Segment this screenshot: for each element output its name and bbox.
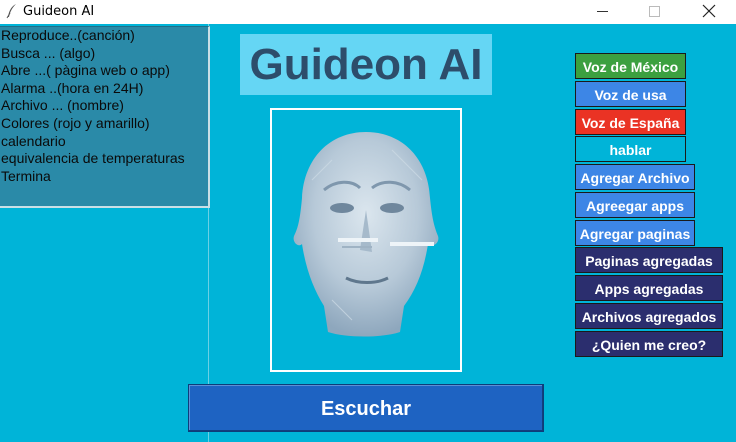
app-title: Guideon AI xyxy=(240,34,492,95)
agregar-paginas-button[interactable]: Agregar paginas xyxy=(575,220,695,246)
agregar-apps-button[interactable]: Agreegar apps xyxy=(575,192,695,218)
archivos-agregados-button[interactable]: Archivos agregados xyxy=(575,303,723,329)
close-icon[interactable] xyxy=(686,0,732,24)
minimize-icon[interactable] xyxy=(580,0,626,24)
title-bar xyxy=(0,0,736,24)
commands-panel xyxy=(0,26,210,208)
voz-mexico-button[interactable]: Voz de México xyxy=(575,53,686,79)
feather-icon xyxy=(6,3,18,19)
command-item: Colores (rojo y amarillo) xyxy=(1,114,150,131)
head-avatar-icon xyxy=(272,110,460,370)
command-item: Alarma ..(hora en 24H) xyxy=(1,79,144,96)
commands-list xyxy=(1,27,185,185)
apps-agregadas-button[interactable]: Apps agregadas xyxy=(575,275,723,301)
window-title: Guideon AI xyxy=(23,4,95,19)
command-item: Abre ...( pàgina web o app) xyxy=(1,62,170,79)
avatar-frame xyxy=(270,108,462,372)
quien-me-creo-button[interactable]: ¿Quien me creo? xyxy=(575,331,723,357)
escuchar-button[interactable]: Escuchar xyxy=(188,384,544,432)
command-item: Busca ... (algo) xyxy=(1,44,96,61)
command-item: equivalencia de temperaturas xyxy=(1,150,185,167)
command-item: Archivo ... (nombre) xyxy=(1,97,124,114)
hablar-button[interactable]: hablar xyxy=(575,136,686,162)
maximize-icon[interactable] xyxy=(632,0,678,24)
voz-usa-button[interactable]: Voz de usa xyxy=(575,81,686,107)
agregar-archivo-button[interactable]: Agregar Archivo xyxy=(575,164,695,190)
paginas-agregadas-button[interactable]: Paginas agregadas xyxy=(575,247,723,273)
voz-espana-button[interactable]: Voz de España xyxy=(575,109,686,135)
main-window xyxy=(0,24,736,442)
command-item: calendario xyxy=(1,132,66,149)
command-item: Reproduce..(canción) xyxy=(1,27,135,43)
command-item: Termina xyxy=(1,167,51,184)
